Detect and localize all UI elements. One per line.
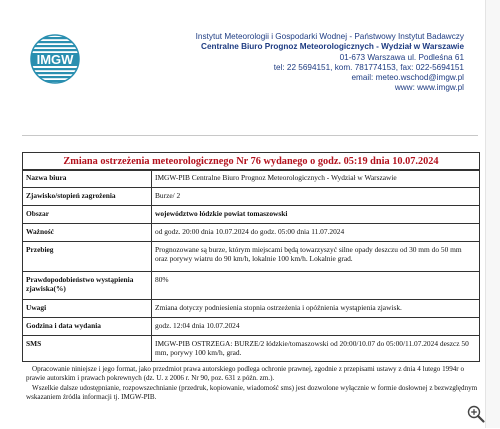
row-value: 80% xyxy=(152,272,480,300)
table-row xyxy=(23,224,480,242)
row-label: Ważność xyxy=(23,224,152,242)
table-row xyxy=(23,188,480,206)
row-value: IMGW-PIB OSTRZEGA: BURZE/2 łódzkie/tomaszowski od 20:00/10.07 do 05:00/11.07.2024 deszcz 50 mm, porywy 100 km/h, grad. xyxy=(152,336,480,362)
table-row xyxy=(23,336,480,362)
row-value: Zmiana dotyczy podniesienia stopnia ostrzeżenia i opóźnienia wystąpienia zjawisk. xyxy=(152,300,480,318)
row-label: SMS xyxy=(23,336,152,362)
row-value: Burze/ 2 xyxy=(152,188,480,206)
header-separator xyxy=(22,135,478,136)
table-row xyxy=(23,242,480,272)
vertical-scrollbar[interactable] xyxy=(485,0,500,428)
warning-table xyxy=(22,169,480,362)
row-label: Zjawisko/stopień zagrożenia xyxy=(23,188,152,206)
email-link[interactable]: email: meteo.wschod@imgw.pl xyxy=(351,73,464,83)
table-row xyxy=(23,170,480,188)
row-value: Prognozowane są burze, którym miejscami będą towarzyszyć silne opady deszczu od 30 mm do 50 mm oraz porywy wiatru do 90 km/h, lokalnie 100 km/h. Lokalnie grad. xyxy=(152,242,480,272)
address: 01-673 Warszawa ul. Podleśna 61 xyxy=(339,52,464,62)
website-link[interactable]: www: www.imgw.pl xyxy=(394,83,464,93)
imgw-logo-graphic xyxy=(30,34,80,84)
imgw-logo xyxy=(30,34,80,84)
warning-title: Zmiana ostrzeżenia meteorologicznego Nr 76 wydanego o godz. 05:19 dnia 10.07.2024 xyxy=(22,152,480,171)
row-label: Przebieg xyxy=(23,242,152,272)
row-label: Nazwa biura xyxy=(23,170,152,188)
phone-numbers: tel: 22 5694151, kom. 781774153, fax: 022-5694151 xyxy=(273,62,464,72)
row-value: godz. 12:04 dnia 10.07.2024 xyxy=(152,318,480,336)
row-label: Obszar xyxy=(23,206,152,224)
table-row xyxy=(23,318,480,336)
logo-text: IMGW xyxy=(36,52,74,67)
copyright-note-2: Wszelkie dalsze udostępnianie, rozpowszechnianie (przedruk, kopiowanie, wiadomość sms) jest dozwolone wyłącznie w formie dosłownej z bezwzględnym wskazaniem źródła informacji tj. IMGW-PIB. xyxy=(26,383,478,402)
table-row xyxy=(23,272,480,300)
row-label: Godzina i data wydania xyxy=(23,318,152,336)
copyright-notes xyxy=(26,365,478,403)
row-value: województwo łódzkie powiat tomaszowski xyxy=(152,206,480,224)
table-row xyxy=(23,300,480,318)
row-value: od godz. 20:00 dnia 10.07.2024 do godz. 05:00 dnia 11.07.2024 xyxy=(152,224,480,242)
institute-name: Instytut Meteorologii i Gospodarki Wodnej - Państwowy Instytut Badawczy xyxy=(195,32,464,41)
bureau-name: Centralne Biuro Prognoz Meteorologicznych - Wydział w Warszawie xyxy=(201,42,464,52)
copyright-note-1: Opracowanie niniejsze i jego format, jako przedmiot prawa autorskiego podlega ochronie prawnej, zgodnie z przepisami ustawy z dnia 4 lutego 1994r o prawie autorskim i prawach pokrewnych (dz. U. z 2006 r. Nr 90, poz. 631 z późn. zm.). xyxy=(26,365,464,383)
row-label: Uwagi xyxy=(23,300,152,318)
table-row xyxy=(23,206,480,224)
row-value: IMGW-PIB Centralne Biuro Prognoz Meteorologicznych - Wydział w Warszawie xyxy=(152,170,480,188)
organization-info xyxy=(134,32,464,94)
row-label: Prawdopodobieństwo wystąpienia zjawiska(%) xyxy=(23,272,152,300)
zoom-in-icon[interactable] xyxy=(466,404,486,424)
document-page xyxy=(8,8,478,416)
